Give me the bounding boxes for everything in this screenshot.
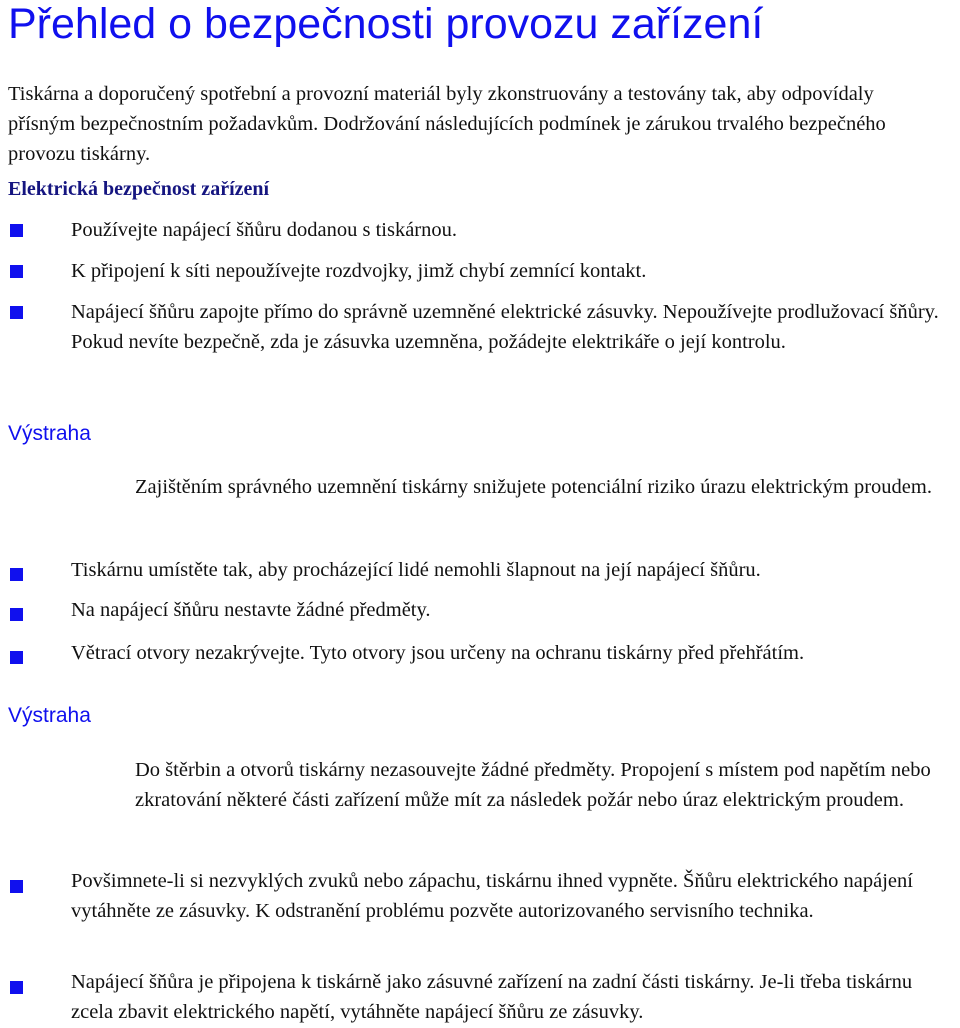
- list-item-text: Napájecí šňůra je připojena k tiskárně jako zásuvné zařízení na zadní části tiskárny. Je-li třeba tiskárnu zcela zbavit elektrického napětí, vytáhněte napájecí šňůru ze zásuvky.: [71, 971, 913, 1023]
- warning-text: Do štěrbin a otvorů tiskárny nezasouvejte žádné předměty. Propojení s místem pod napětím nebo zkratování některé části zařízení může mít za následek požár nebo úraz elektrickým proudem.: [135, 759, 931, 811]
- list-item-text: Na napájecí šňůru nestavte žádné předměty.: [71, 599, 431, 621]
- square-bullet-icon: [10, 651, 23, 664]
- square-bullet-icon: [10, 224, 23, 237]
- square-bullet-icon: [10, 981, 23, 994]
- list-item-text: K připojení k síti nepoužívejte rozdvojky, jimž chybí zemnící kontakt.: [71, 260, 647, 282]
- list-item-text: Tiskárnu umístěte tak, aby procházející lidé nemohli šlapnout na její napájecí šňůru.: [71, 559, 761, 581]
- square-bullet-icon: [10, 306, 23, 319]
- square-bullet-icon: [10, 608, 23, 621]
- warning-label: Výstraha: [8, 704, 91, 727]
- square-bullet-icon: [10, 568, 23, 581]
- list-item-text: Napájecí šňůru zapojte přímo do správně uzemněné elektrické zásuvky. Nepoužívejte prodlužovací šňůry. Pokud nevíte bezpečně, zda je zásuvka uzemněna, požádejte elektrikáře o její kontrolu.: [71, 301, 939, 353]
- square-bullet-icon: [10, 265, 23, 278]
- warning-label: Výstraha: [8, 422, 91, 445]
- square-bullet-icon: [10, 880, 23, 893]
- page-title: Přehled o bezpečnosti provozu zařízení: [8, 0, 764, 48]
- warning-text: Zajištěním správného uzemnění tiskárny snižujete potenciální riziko úrazu elektrickým proudem.: [135, 476, 932, 498]
- intro-paragraph: Tiskárna a doporučený spotřební a provozní materiál byly zkonstruovány a testovány tak, aby odpovídaly přísným bezpečnostním požadavkům. Dodržování následujících podmínek je zárukou trvalého bezpečného provozu tiskárny.: [8, 83, 886, 165]
- list-item-text: Používejte napájecí šňůru dodanou s tiskárnou.: [71, 219, 457, 241]
- list-item-text: Povšimnete-li si nezvyklých zvuků nebo zápachu, tiskárnu ihned vypněte. Šňůru elektrického napájení vytáhněte ze zásuvky. K odstranění problému pozvěte autorizovaného servisního technika.: [71, 870, 913, 922]
- list-item-text: Větrací otvory nezakrývejte. Tyto otvory jsou určeny na ochranu tiskárny před přehřátím.: [71, 642, 805, 664]
- section-heading-electrical-safety: Elektrická bezpečnost zařízení: [8, 178, 270, 200]
